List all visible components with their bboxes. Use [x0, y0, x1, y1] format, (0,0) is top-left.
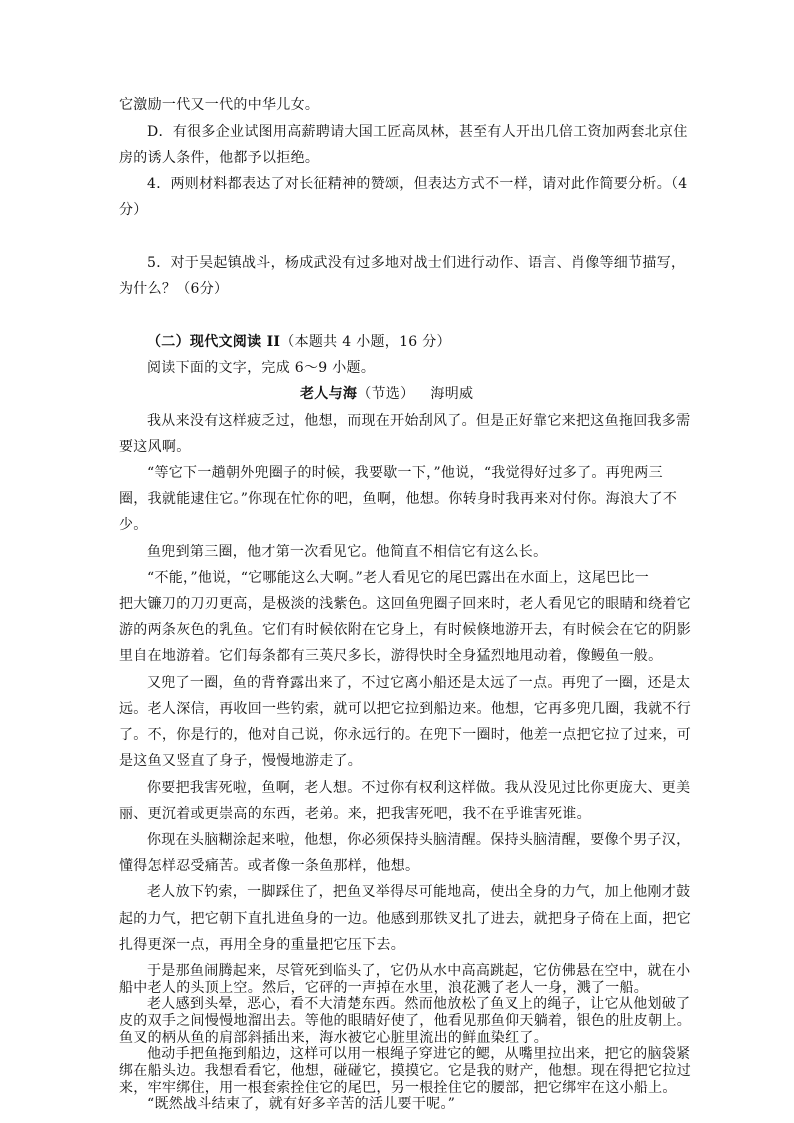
passage-title-line [300, 383, 473, 403]
passage-title: 老人与海 [300, 386, 358, 402]
text-line: 老人放下钓索，一脚踩住了，把鱼叉举得尽可能地高，使出全身的力气，加上他刚才鼓 [147, 884, 691, 900]
text-line: 是这鱼又竖直了身子，慢慢地游走了。 [119, 753, 363, 769]
text-line: 圈，我就能逮住它。”你现在忙你的吧，鱼啊，他想。你转身时我再来对付你。海浪大了不 [119, 491, 678, 507]
text-line: 皮的双手之间慢慢地溜出去。等他的眼睛好使了，他看见那鱼仰天躺着，银色的肚皮朝上。 [119, 1013, 691, 1029]
text-line: “既然战斗结束了，就有好多辛苦的活儿要干呢。” [147, 1096, 456, 1112]
question-4: 4．两则材料都表达了对长征精神的赞颂，但表达方式不一样，请对此作简要分析。（4 [147, 176, 688, 192]
section-heading [147, 331, 451, 351]
section-score: （本题共 4 小题，16 分） [280, 334, 451, 350]
text-line: 它激励一代又一代的中华儿女。 [119, 97, 320, 113]
text-line: 扎得更深一点，再用全身的重量把它压下去。 [119, 937, 405, 953]
text-line: 又兜了一圈，鱼的背脊露出来了，不过它离小船还是太远了一点。再兜了一圈，还是太 [147, 675, 691, 691]
text-line: 他动手把鱼拖到船边，这样可以用一根绳子穿进它的鳃，从嘴里拉出来，把它的脑袋紧 [147, 1046, 691, 1062]
passage-subtitle: （节选） [357, 386, 415, 402]
text-line: 你现在头脑糊涂起来啦，他想，你必须保持头脑清醒。保持头脑清醒，要像个男子汉， [147, 832, 691, 848]
text-line: 绑在船头边。我想看看它，他想，碰碰它，摸摸它。它是我的财产，他想。现在得把它拉过 [119, 1063, 691, 1079]
text-line: 老人感到头晕，恶心，看不大清楚东西。然而他放松了鱼叉上的绳子，让它从他划破了 [147, 996, 691, 1012]
text-line: 起的力气，把它朝下直扎进鱼身的一边。他感到那铁叉扎了进去，就把身子倚在上面，把它 [119, 911, 691, 927]
text-line: 我从来没有这样疲乏过，他想，而现在开始刮风了。但是正好靠它来把这鱼拖回我多需 [147, 413, 691, 429]
text-line: 了。不，你是行的，他对自己说，你永远行的。在兜下一圈时，他差一点把它拉了过来，可 [119, 727, 691, 743]
text-line: 懂得怎样忍受痛苦。或者像一条鱼那样，他想。 [119, 858, 420, 874]
text-line: 远。老人深信，再收回一些钓索，就可以把它拉到船边来。他想，它再多兜几圈，我就不行 [119, 701, 691, 717]
text-line: 鱼叉的柄从鱼的肩部斜插出来，海水被它心脏里流出的鲜血染红了。 [119, 1030, 548, 1046]
text-line: 为什么？（6分） [119, 281, 229, 297]
text-line: 少。 [119, 517, 148, 533]
text-line: “等它下一趟朝外兜圈子的时候，我要歇一下，”他说，“我觉得好过多了。再兜两三 [147, 465, 663, 481]
text-line: 分） [119, 202, 148, 218]
text-line: 你要把我害死啦，鱼啊，老人想。不过你有权利这样做。我从没见过比你更庞大、更美 [147, 780, 691, 796]
text-line: 船中老人的头顶上空。然后，它砰的一声掉在水里，浪花溅了老人一身，溅了一船。 [119, 980, 649, 996]
text-line: “不能，”他说，“它哪能这么大啊。”老人看见它的尾巴露出在水面上，这尾巴比一 [147, 570, 650, 586]
option-d-line: D．有很多企业试图用高薪聘请大国工匠高凤林，甚至有人开出几倍工资加两套北京住 [147, 124, 688, 140]
text-line: 房的诱人条件，他都予以拒绝。 [119, 150, 320, 166]
text-line: 要这风啊。 [119, 439, 191, 455]
text-line: 里自在地游着。它们每条都有三英尺多长，游得快时全身猛烈地甩动着，像鳗鱼一般。 [119, 648, 663, 664]
section-title: （二）现代文阅读 II [147, 334, 281, 350]
text-line: 于是那鱼闹腾起来，尽管死到临头了，它仍从水中高高跳起，它仿佛悬在空中，就在小 [147, 963, 691, 979]
text-line: 鱼兜到第三圈，他才第一次看见它。他简直不相信它有这么长。 [147, 544, 548, 560]
passage-author: 海明威 [430, 386, 474, 402]
text-line: 来，牢牢绑住，用一根套索拴住它的尾巴，另一根拴住它的腰部，把它绑牢在这小船上。 [119, 1080, 677, 1096]
question-5: 5．对于吴起镇战斗，杨成武没有过多地对战士们进行动作、语言、肖像等细节描写， [147, 255, 686, 271]
instruction-line: 阅读下面的文字，完成 6～9 小题。 [147, 360, 376, 376]
text-line: 把大镰刀的刀刃更高，是极淡的浅紫色。这回鱼兜圈子回来时，老人看见它的眼睛和绕着它 [119, 596, 691, 612]
text-line: 游的两条灰色的乳鱼。它们有时候依附在它身上，有时候倏地游开去，有时候会在它的阴影 [119, 622, 691, 638]
text-line: 丽、更沉着或更崇高的东西，老弟。来，把我害死吧，我不在乎谁害死谁。 [119, 806, 591, 822]
